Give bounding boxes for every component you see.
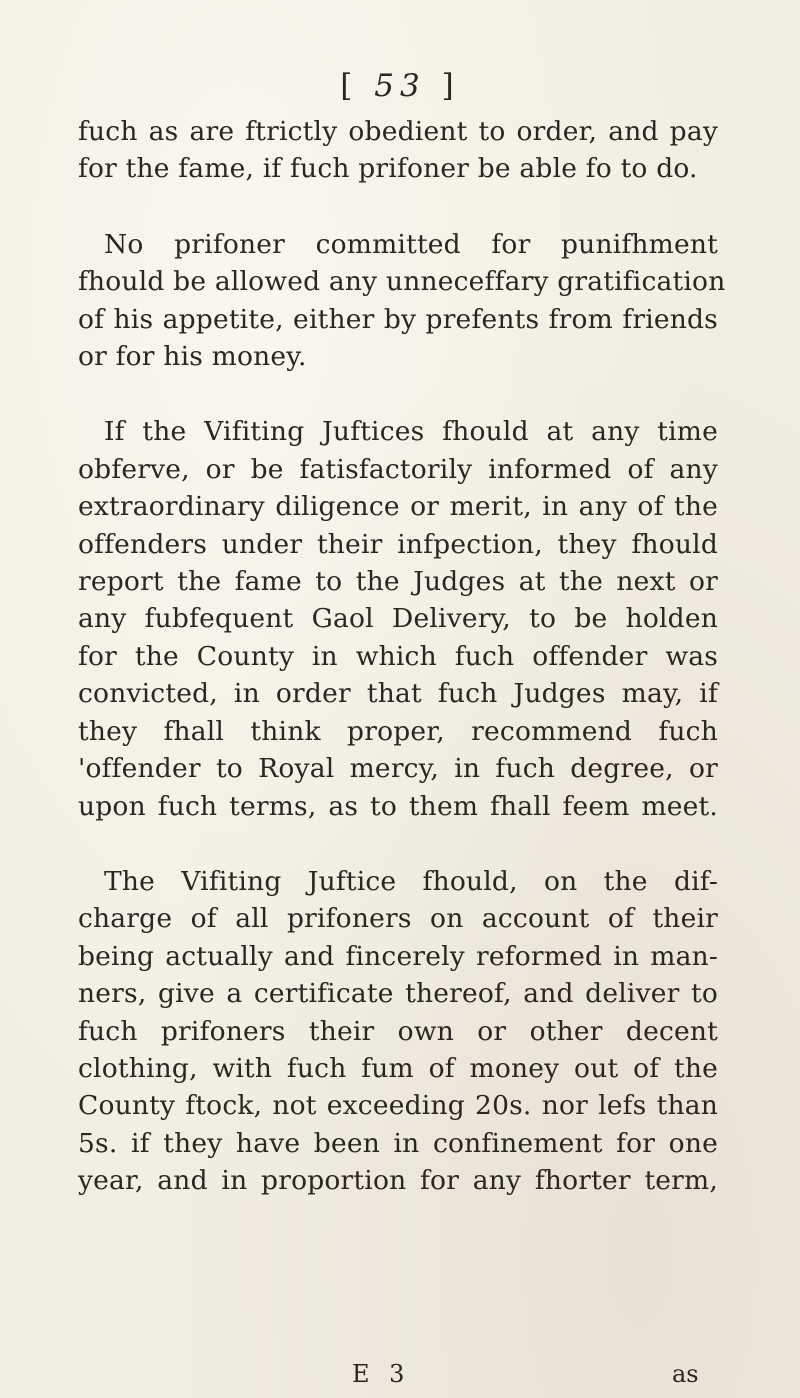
text-line: upon fuch terms, as to them fhall feem meet. [78,790,718,822]
text-line: If the Vifiting Juftices fhould at any time [104,416,718,448]
page-number-close-bracket: ] [441,68,460,104]
signature-mark: E 3 [352,1360,411,1388]
text-line: County ftock, not exceeding 20s. nor lefs than [78,1090,718,1122]
paragraph-3 [78,413,718,824]
text-line: fuch prifoners their own or other decent [78,1015,718,1047]
text-line: obferve, or be fatisfactorily informed of any [78,453,718,485]
paragraph-2 [78,226,726,376]
text-line: No prifoner committed for punifhment [104,228,718,260]
text-line: of his appetite, either by prefents from friends [78,303,718,335]
text-line: 'offender to Royal mercy, in fuch degree, or [78,753,718,785]
text-line: fuch as are ftrictly obedient to order, and pay [78,116,718,147]
page-number-value: 53 [374,68,426,104]
text-line: for the fame, if fuch prifoner be able fo to do. [78,153,698,185]
text-line: being actually and fincerely reformed in man- [78,940,718,972]
text-line: or for his money. [78,341,307,373]
text-line: The Vifiting Juftice fhould, on the dif- [104,865,718,897]
paragraph-1 [78,113,718,188]
body-text [78,113,726,1200]
paragraph-4 [78,863,718,1200]
text-line: 5s. if they have been in confinement for one [78,1127,718,1159]
page-footer [0,1360,800,1396]
text-line: clothing, with fuch fum of money out of the [78,1052,718,1084]
catchword: as [672,1360,699,1388]
page-number-open-bracket: [ [340,68,359,104]
text-line: year, and in proportion for any fhorter term, [78,1165,718,1197]
text-line: report the fame to the Judges at the next or [78,566,718,598]
text-line: ners, give a certificate thereof, and deliver to [78,978,718,1010]
text-line: they fhall think proper, recommend fuch [78,715,718,747]
text-line: fhould be allowed any unneceffary gratification [78,266,726,298]
text-line: extraordinary diligence or merit, in any of the [78,491,718,523]
page-number [0,68,800,104]
text-line: convicted, in order that fuch Judges may, if [78,678,718,710]
text-line: for the County in which fuch offender was [78,640,718,672]
text-line: offenders under their infpection, they fhould [78,528,718,560]
text-line: any fubfequent Gaol Delivery, to be holden [78,603,718,635]
text-line: charge of all prifoners on account of their [78,903,718,935]
